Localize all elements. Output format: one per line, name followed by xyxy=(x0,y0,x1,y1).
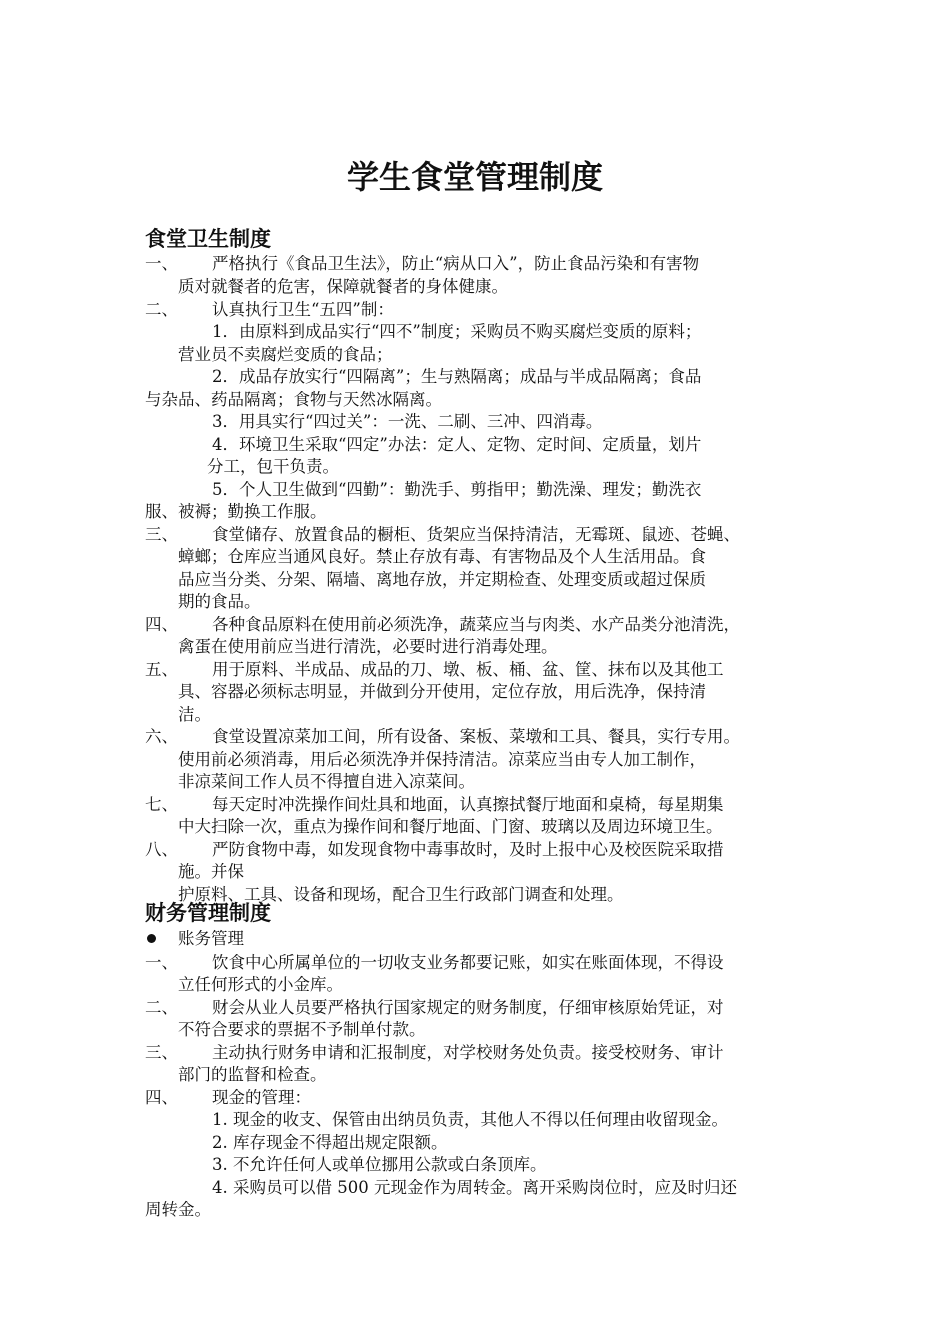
item-text: 严防食物中毒，如发现食物中毒事故时，及时上报中心及校医院采取措 xyxy=(212,840,724,859)
item-text: 食堂储存、放置食品的橱柜、货架应当保持清洁，无霉斑、鼠迹、苍蝇、 xyxy=(212,525,740,544)
item-marker: 四、 xyxy=(145,615,178,634)
item-marker: 一、 xyxy=(145,953,178,972)
item-marker: 二、 xyxy=(145,998,178,1017)
item-text: 品应当分类、分架、隔墙、离地存放，并定期检查、处理变质或超过保质 xyxy=(178,570,706,589)
item-text: 食堂设置凉菜加工间，所有设备、案板、菜墩和工具、餐具，实行专用。 xyxy=(212,727,740,746)
item-text: 非凉菜间工作人员不得擅自进入凉菜间。 xyxy=(178,772,475,791)
item-marker: 三、 xyxy=(145,525,178,544)
item-text: 各种食品原料在使用前必须洗净，蔬菜应当与肉类、水产品类分池清洗， xyxy=(212,615,740,634)
section-heading-hygiene: 食堂卫生制度 xyxy=(145,227,271,251)
section-heading-finance: 财务管理制度 xyxy=(145,901,271,925)
item-marker: 三、 xyxy=(145,1043,178,1062)
subitem-text: 3. 不允许任何人或单位挪用公款或白条顶库。 xyxy=(212,1155,547,1174)
item-marker: 四、 xyxy=(145,1088,178,1107)
item-text: 具、容器必须标志明显，并做到分开使用，定位存放，用后洗净，保持清 xyxy=(178,682,706,701)
item-marker: 五、 xyxy=(145,660,178,679)
document-title: 学生食堂管理制度 xyxy=(346,158,603,196)
subitem-text: 4．环境卫生采取“四定”办法：定人、定物、定时间、定质量，划片 xyxy=(212,435,702,454)
subitem-text: 4. 采购员可以借 500 元现金作为周转金。离开采购岗位时，应及时归还 xyxy=(212,1178,737,1197)
item-text: 用于原料、半成品、成品的刀、墩、板、桶、盆、筐、抹布以及其他工 xyxy=(212,660,724,679)
subitem-text: 1．由原料到成品实行“四不”制度；采购员不购买腐烂变质的原料； xyxy=(212,322,702,341)
item-text: 质对就餐者的危害，保障就餐者的身体健康。 xyxy=(178,277,508,296)
item-text: 使用前必须消毒，用后必须洗净并保持清洁。凉菜应当由专人加工制作， xyxy=(178,750,706,769)
item-marker: 六、 xyxy=(145,727,178,746)
subitem-text: 2. 库存现金不得超出规定限额。 xyxy=(212,1133,448,1152)
subitem-text: 1. 现金的收支、保管由出纳员负责，其他人不得以任何理由收留现金。 xyxy=(212,1110,728,1129)
item-text: 中大扫除一次，重点为操作间和餐厅地面、门窗、玻璃以及周边环境卫生。 xyxy=(178,817,723,836)
subitem-text: 周转金。 xyxy=(145,1200,211,1219)
item-text: 认真执行卫生“五四”制： xyxy=(212,300,394,319)
item-text: 财会从业人员要严格执行国家规定的财务制度，仔细审核原始凭证，对 xyxy=(212,998,724,1017)
subitem-text: 分工，包干负责。 xyxy=(207,457,339,476)
item-text: 每天定时冲洗操作间灶具和地面，认真擦拭餐厅地面和桌椅，每星期集 xyxy=(212,795,724,814)
item-text: 洁。 xyxy=(178,705,211,724)
subitem-text: 3．用具实行“四过关”：一洗、二刷、三冲、四消毒。 xyxy=(212,412,603,431)
item-text: 主动执行财务申请和汇报制度，对学校财务处负责。接受校财务、审计 xyxy=(212,1043,724,1062)
item-marker: 一、 xyxy=(145,254,178,273)
item-text: 不符合要求的票据不予制单付款。 xyxy=(178,1020,426,1039)
subitem-text: 营业员不卖腐烂变质的食品； xyxy=(178,345,393,364)
item-text: 期的食品。 xyxy=(178,592,261,611)
subitem-text: 2．成品存放实行“四隔离”；生与熟隔离；成品与半成品隔离；食品 xyxy=(212,367,702,386)
item-marker: 七、 xyxy=(145,795,178,814)
item-text: 现金的管理： xyxy=(212,1088,311,1107)
item-marker: 八、 xyxy=(145,840,178,859)
item-text: 禽蛋在使用前应当进行清洗，必要时进行消毒处理。 xyxy=(178,637,558,656)
subitem-text: 5．个人卫生做到“四勤”：勤洗手、剪指甲；勤洗澡、理发；勤洗衣 xyxy=(212,480,702,499)
item-text: 施。并保 xyxy=(178,862,244,881)
item-text: 立任何形式的小金库。 xyxy=(178,975,343,994)
item-text: 部门的监督和检查。 xyxy=(178,1065,327,1084)
bullet-icon xyxy=(147,934,156,943)
item-text: 饮食中心所属单位的一切收支业务都要记账，如实在账面体现，不得设 xyxy=(212,953,724,972)
subitem-text: 与杂品、药品隔离；食物与天然冰隔离。 xyxy=(145,390,442,409)
bullet-text: 账务管理 xyxy=(178,929,244,948)
item-text: 护原料、工具、设备和现场，配合卫生行政部门调查和处理。 xyxy=(178,885,624,904)
item-marker: 二、 xyxy=(145,300,178,319)
subitem-text: 服、被褥；勤换工作服。 xyxy=(145,502,327,521)
item-text: 蟑螂；仓库应当通风良好。禁止存放有毒、有害物品及个人生活用品。食 xyxy=(178,547,706,566)
item-text: 严格执行《食品卫生法》，防止“病从口入”，防止食品污染和有害物 xyxy=(212,254,700,273)
